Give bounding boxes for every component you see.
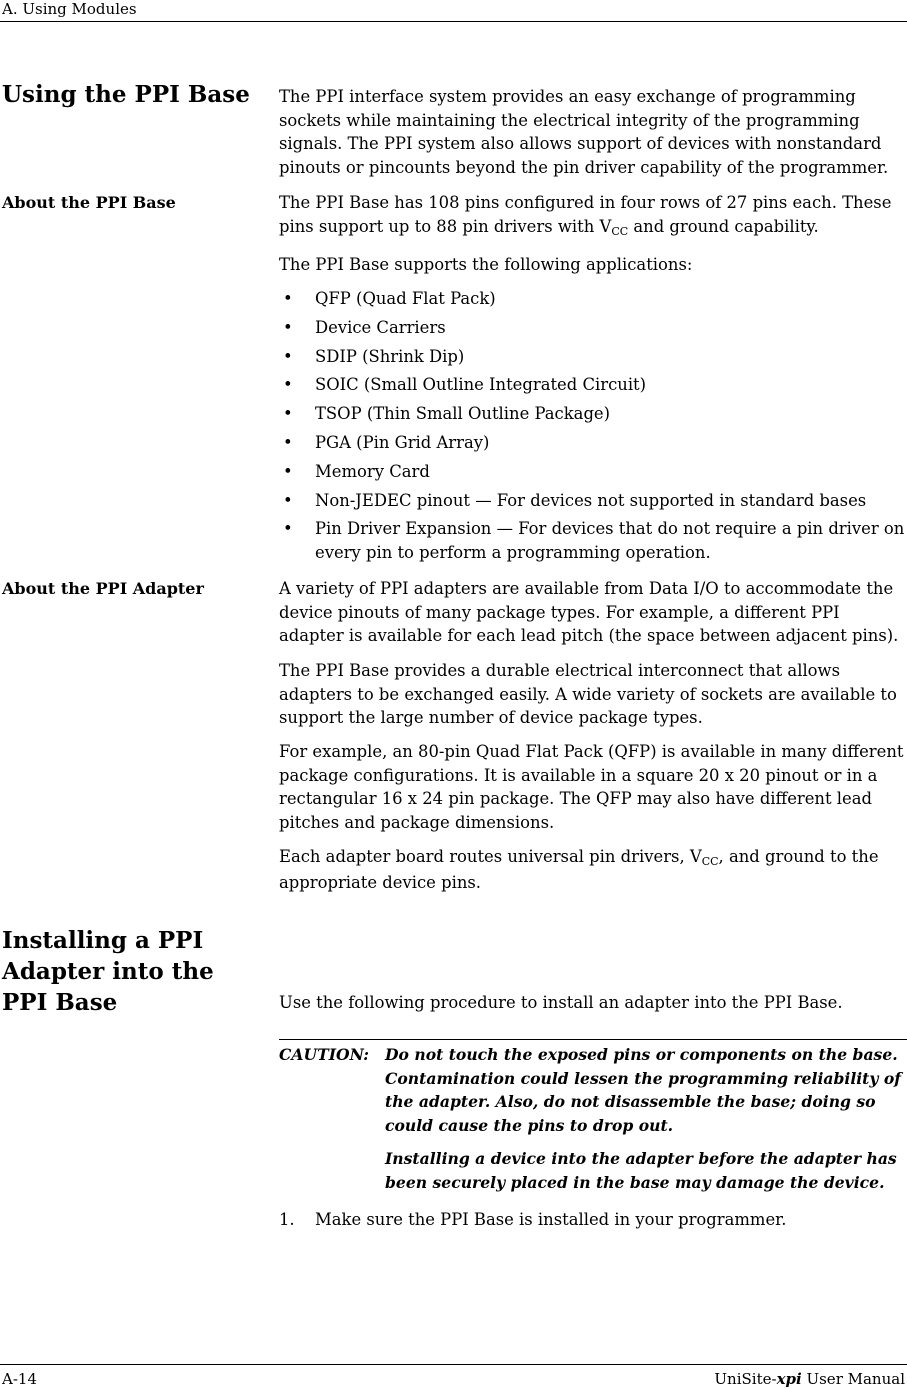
applications-intro: The PPI Base supports the following applications: (279, 255, 693, 274)
manual-title: UniSite-xpi User Manual (714, 1370, 905, 1388)
installing-intro: Use the following procedure to install an adapter into the PPI Base. (279, 993, 843, 1012)
list-item: • Pin Driver Expansion — For devices that do not require a pin driver on every pin to perform a programming operation. (283, 519, 905, 562)
heading-about-ppi-base: About the PPI Base (2, 193, 176, 212)
step-text: Make sure the PPI Base is installed in your programmer. (315, 1210, 787, 1229)
procedure-step (279, 1208, 907, 1232)
list-item: • QFP (Quad Flat Pack) (283, 289, 496, 308)
list-item: • Memory Card (283, 461, 430, 481)
page-footer (0, 1364, 907, 1389)
list-item: • TSOP (Thin Small Outline Package) (283, 404, 611, 424)
list-item: • PGA (Pin Grid Array) (283, 432, 490, 452)
applications-list (279, 287, 907, 570)
step-number: 1. (279, 1210, 295, 1229)
caution-text-2: Installing a device into the adapter before the adapter has been securely placed in the base may damage the device. (385, 1149, 897, 1192)
section-title-installing-adapter: Installing a PPI Adapter into the PPI Base (2, 927, 214, 1016)
heading-about-ppi-adapter: About the PPI Adapter (2, 579, 204, 598)
running-header (0, 0, 907, 22)
section-title-using-ppi-base: Using the PPI Base (2, 81, 250, 108)
caution-note-continued (279, 1147, 907, 1194)
list-item: • Non-JEDEC pinout — For devices not supported in standard bases (283, 490, 867, 510)
list-item: • Device Carriers (283, 317, 446, 337)
adapter-paragraph-3: For example, an 80-pin Quad Flat Pack (QFP) is available in many different package configurations. It is available in a square 20 x 20 pinout or in a rectangular 16 x 24 pin package. The QFP may also have different lead pitches and package dimensions. (279, 742, 904, 832)
ppi-intro-paragraph: The PPI interface system provides an easy exchange of programming sockets while maintaining the electrical integrity of the programming signals. The PPI system also allows support of devices with nonstandard pinouts or pincounts beyond the pin driver capability of the programmer. (279, 87, 889, 177)
adapter-paragraph-2: The PPI Base provides a durable electrical interconnect that allows adapters to be exchanged easily. A wide variety of sockets are available to support the large number of device package types. (279, 661, 897, 727)
list-item: • SDIP (Shrink Dip) (283, 346, 465, 366)
caution-divider (279, 1039, 907, 1040)
about-base-paragraph: The PPI Base has 108 pins configured in four rows of 27 pins each. These pins support up to 88 pin drivers with VCC and ground capability. (279, 193, 892, 238)
caution-note (279, 1043, 907, 1137)
list-item: • SOIC (Small Outline Integrated Circuit) (283, 375, 647, 395)
running-header-title: A. Using Modules (2, 0, 137, 18)
page-number: A-14 (2, 1370, 37, 1388)
adapter-paragraph-1: A variety of PPI adapters are available from Data I/O to accommodate the device pinouts of many package types. For example, a different PPI adapter is available for each lead pitch (the space between adjacent pins). (279, 579, 899, 645)
caution-label: CAUTION: (279, 1045, 370, 1064)
adapter-paragraph-4: Each adapter board routes universal pin drivers, VCC, and ground to the appropriate device pins. (279, 847, 879, 892)
caution-text-1: Do not touch the exposed pins or components on the base. Contamination could lessen the programming reliability of the adapter. Also, do not disassemble the base; doing so could cause the pins to drop out. (385, 1045, 901, 1135)
